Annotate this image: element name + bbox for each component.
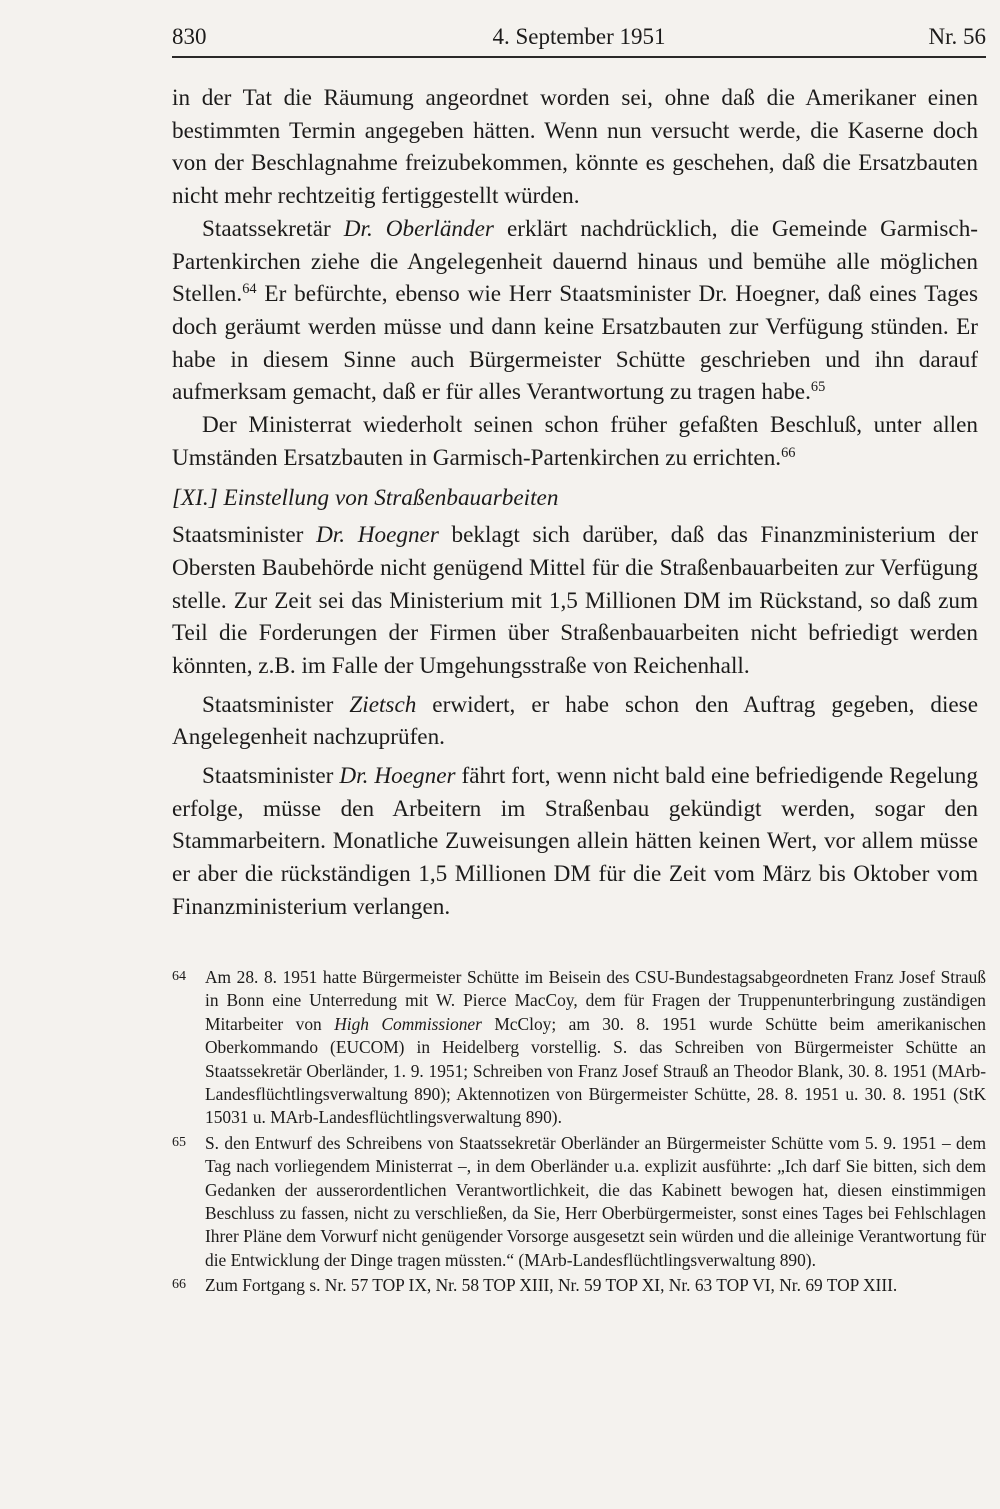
header-rule [172, 56, 986, 58]
footnote-66: 66 Zum Fortgang s. Nr. 57 TOP IX, Nr. 58 TOP XIII, Nr. 59 TOP XI, Nr. 63 TOP VI, Nr. 69 TOP XIII. [172, 1275, 898, 1296]
footnote-65: 65 S. den Entwurf des Schreibens von Staatssekretär Oberländer an Bürgermeister Schütte vom 5. 9. 1951 – dem Tag nach vorliegendem Ministerrat –, in dem Oberländer u.a. explizit ausführte: „Ich darf Sie bitten, sich dem Gedanken der ausserordentlichen Verantwortlichkeit, die das Kabinett bewogen hat, diesen einstimmigen Beschluss zu fassen, nicht zu verschließen, da Sie, Herr Oberbürgermeister, sonst eines Tages bei Fehlschlagen Ihrer Pläne dem Vorwurf nicht genügender Vorsorge ausgesetzt sein würden und die alleinige Verantwortung für die Entwicklung der Dinge tragen müssten.“ (MArb-Landesflüchtlingsverwaltung 890). [172, 1132, 986, 1270]
footnotes [172, 966, 986, 1300]
paragraph-hoegner-2: Staatsminister Dr. Hoegner fährt fort, wenn nicht bald eine befriedigende Regelung erfolge, müsse den Arbeitern im Straßenbau gekündigt werden, sogar den Stammarbeitern. Monatliche Zuweisungen allein hätten keinen Wert, vor allem müsse er aber die rückständigen 1,5 Millionen DM für die Zeit vom März bis Oktober vom Finanzministerium verlangen. [172, 763, 978, 920]
page-number: 830 [172, 24, 207, 49]
issue-number: Nr. 56 [928, 24, 986, 49]
footnote-number: 66 [172, 1277, 186, 1293]
speaker-name: Zietsch [349, 691, 417, 718]
speaker-name: Dr. Hoegner [316, 522, 439, 549]
paragraph-continuation: in der Tat die Räumung angeordnet worden sei, ohne daß die Amerikaner einen bestimmten Termin angegeben hätten. Wenn nun versucht werde, die Kaserne doch von der Beschlagnahme freizubekommen, könnte es geschehen, daß die Ersatzbauten nicht mehr rechtzeitig fertiggestellt würden. [172, 85, 978, 210]
footnote-number: 65 [172, 1134, 186, 1150]
paragraph-oberlaender: Staatssekretär Dr. Oberländer erklärt nachdrücklich, die Gemeinde Garmisch-Partenkirchen ziehe die Angelegenheit dauernd hinaus und bemühe alle möglichen Stellen.$^{64}$ Er befürchte, ebenso wie Herr Staatsminister Dr. Hoegner, daß eines Tages doch geräumt werden müsse und dann keine Ersatzbauten zur Verfügung stünden. Er habe in diesem Sinne auch Bürgermeister Schütte geschrieben und ihn darauf aufmerksam gemacht, daß er für alles Verantwortung zu tragen habe.$^{65}$ [172, 215, 979, 406]
footnote-number: 64 [172, 969, 186, 984]
paragraph-hoegner-1: Staatsminister Dr. Hoegner beklagt sich darüber, daß das Finanzministerium der Obersten Baubehörde nicht genügend Mittel für die Straßenbauarbeiten zur Verfügung stelle. Zur Zeit sei das Ministerium mit 1,5 Millionen DM im Rückstand, so daß zum Teil die Forderungen der Firmen über Straßenbauarbeiten nicht befriedigt werden könnten, z.B. im Falle der Umgehungsstraße von Reichenhall. [172, 522, 978, 679]
footnote-ref-66: 66 [781, 444, 796, 461]
paragraph-zietsch: Staatsminister Zietsch erwidert, er habe schon den Auftrag gegeben, diese Angelegenheit nachzuprüfen. [172, 691, 978, 751]
paragraph-ministerrat: Der Ministerrat wiederholt seinen schon früher gefaßten Beschluß, unter allen Umständen Ersatzbauten in Garmisch-Partenkirchen zu errichten.$^{66}$ [172, 412, 978, 471]
section-heading: [XI.] Einstellung von Straßenbauarbeiten [172, 485, 559, 512]
speaker-name: Dr. Oberländer [343, 215, 494, 242]
footnote-64: 64 Am 28. 8. 1951 hatte Bürgermeister Schütte im Beisein des CSU-Bundestagsabgeordneten Franz Josef Strauß in Bonn eine Unterredung mit W. Pierce MacCoy, dem für Fragen der Truppenunterbringung zuständigen Mitarbeiter von High Commissioner McCloy; am 30. 8. 1951 wurde Schütte beim amerikanischen Oberkommando (EUCOM) in Heidelberg vorstellig. S. das Schreiben von Bürgermeister Schütte an Staatssekretär Oberländer, 1. 9. 1951; Schreiben von Franz Josef Strauß an Theodor Blank, 30. 8. 1951 (MArb-Landesflüchtlingsverwaltung 890); Aktennotizen von Bürgermeister Schütte, 28. 8. 1951 u. 30. 8. 1951 (StK 15031 u. MArb-Landesflüchtlingsverwaltung 890). [172, 967, 986, 1128]
speaker-name: Dr. Hoegner [339, 763, 456, 790]
header-date: 4. September 1951 [492, 24, 666, 49]
main-text [172, 82, 978, 924]
running-header [172, 22, 986, 56]
footnote-ref-65: 65 [810, 379, 826, 396]
footnote-ref-64: 64 [242, 281, 257, 298]
